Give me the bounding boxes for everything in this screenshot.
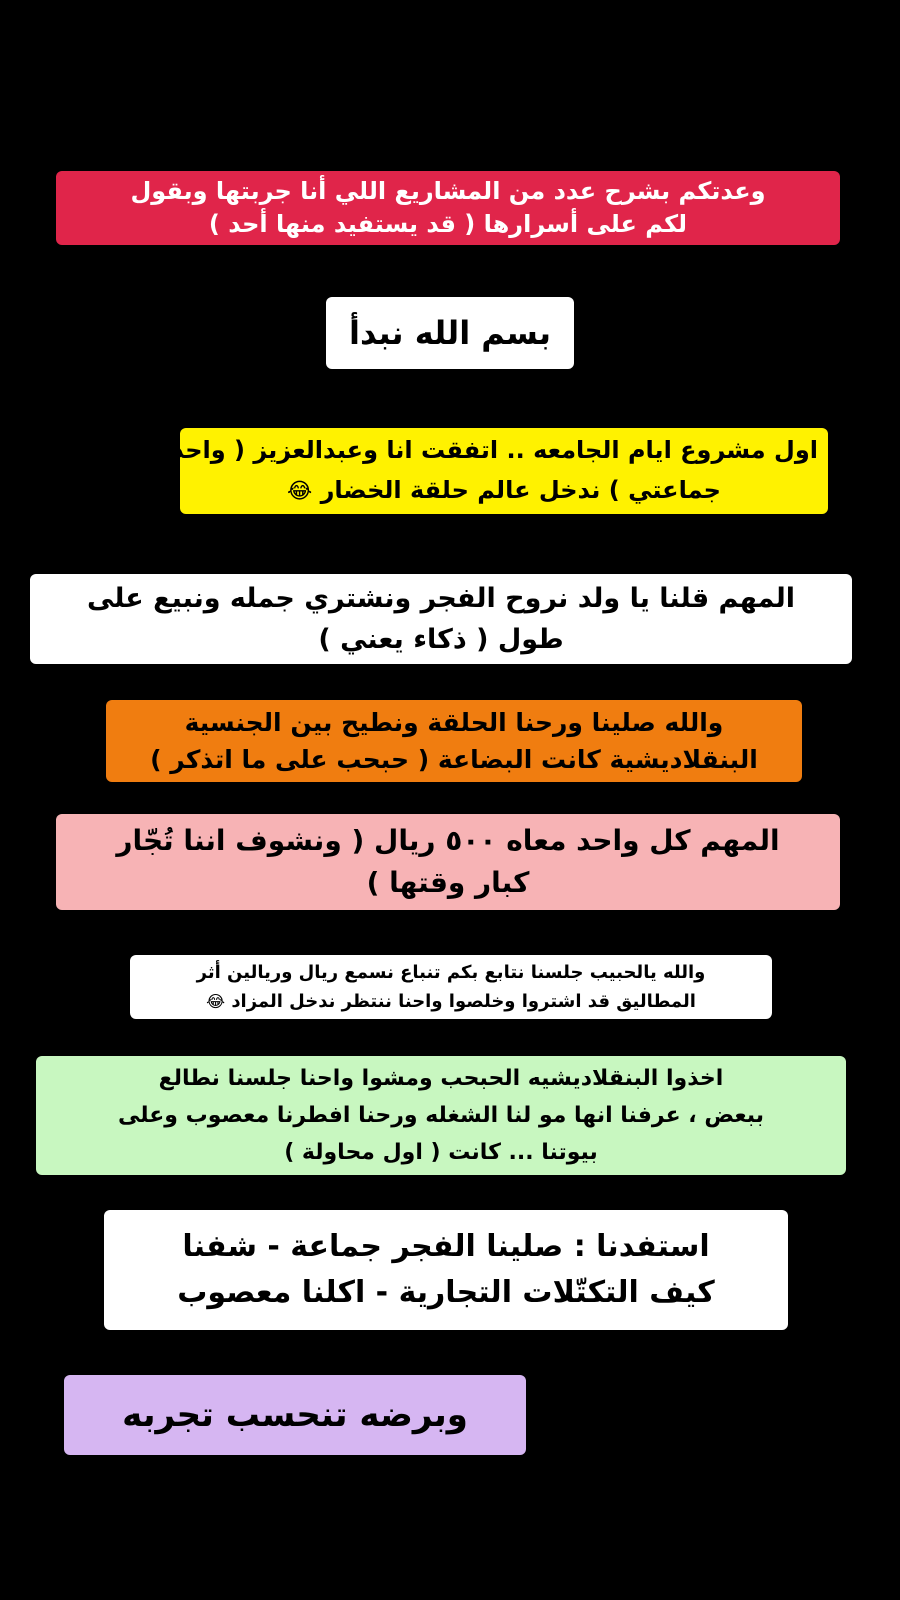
conclusion-caption xyxy=(64,1375,526,1455)
plan-line-1: المهم قلنا يا ولد نروح الفجر ونشتري جمله ونبيع على xyxy=(86,583,796,614)
first-project-caption xyxy=(126,428,828,514)
waiting-caption xyxy=(130,955,772,1019)
lessons-line-1: استفدنا : صلينا الفجر جماعة - شفنا xyxy=(182,1229,710,1264)
bismillah-line: بسم الله نبدأ xyxy=(349,314,551,352)
waiting-line-1: والله يالحبيب جلسنا نتابع بكم تنباع نسمع ريال وريالين أثر xyxy=(196,962,706,983)
first-project-line-1: اول مشروع ايام الجامعه .. اتفقت انا وعبدالعزيز ( واحد من xyxy=(126,436,818,464)
intro-line-2: لكم على أسرارها ( قد يستفيد منها أحد ) xyxy=(208,210,688,238)
waiting-line-2 xyxy=(138,987,764,1016)
laughing-emoji-icon: 😂 xyxy=(206,992,226,1011)
market-line-1: والله صلينا ورحنا الحلقة ونطيح بين الجنسية xyxy=(184,708,724,737)
ending-line-3: بيوتنا ... كانت ( اول محاولة ) xyxy=(284,1140,598,1165)
market-caption xyxy=(106,700,802,782)
intro-line-1: وعدتكم بشرح عدد من المشاريع اللي أنا جربتها وبقول xyxy=(130,177,766,205)
first-project-line-2 xyxy=(190,470,818,512)
conclusion-line: وبرضه تنحسب تجربه xyxy=(122,1395,468,1435)
ending-caption xyxy=(36,1056,846,1175)
laughing-emoji-icon: 😂 xyxy=(287,479,313,504)
plan-caption xyxy=(30,574,852,664)
plan-line-2: طول ( ذكاء يعني ) xyxy=(318,624,564,655)
intro-caption xyxy=(56,171,840,245)
capital-line-2: كبار وقتها ) xyxy=(366,866,530,899)
capital-line-1: المهم كل واحد معاه ٥٠٠ ريال ( ونشوف اننا تُجّار xyxy=(116,824,780,857)
ending-line-1: اخذوا البنقلاديشيه الحبحب ومشوا واحنا جلسنا نطالع xyxy=(158,1066,724,1091)
ending-line-2: ببعض ، عرفنا انها مو لنا الشغله ورحنا افطرنا معصوب وعلى xyxy=(118,1103,764,1128)
first-project-line-2-text: جماعتي ) ندخل عالم حلقة الخضار xyxy=(320,476,721,504)
bismillah-caption xyxy=(326,297,574,369)
capital-caption xyxy=(56,814,840,910)
market-line-2: البنقلاديشية كانت البضاعة ( حبحب على ما اتذكر ) xyxy=(150,745,758,774)
lessons-caption xyxy=(104,1210,788,1330)
lessons-line-2: كيف التكتّلات التجارية - اكلنا معصوب xyxy=(177,1275,715,1310)
waiting-line-2-text: المطاليق قد اشتروا وخلصوا واحنا ننتظر ندخل المزاد xyxy=(231,991,696,1012)
